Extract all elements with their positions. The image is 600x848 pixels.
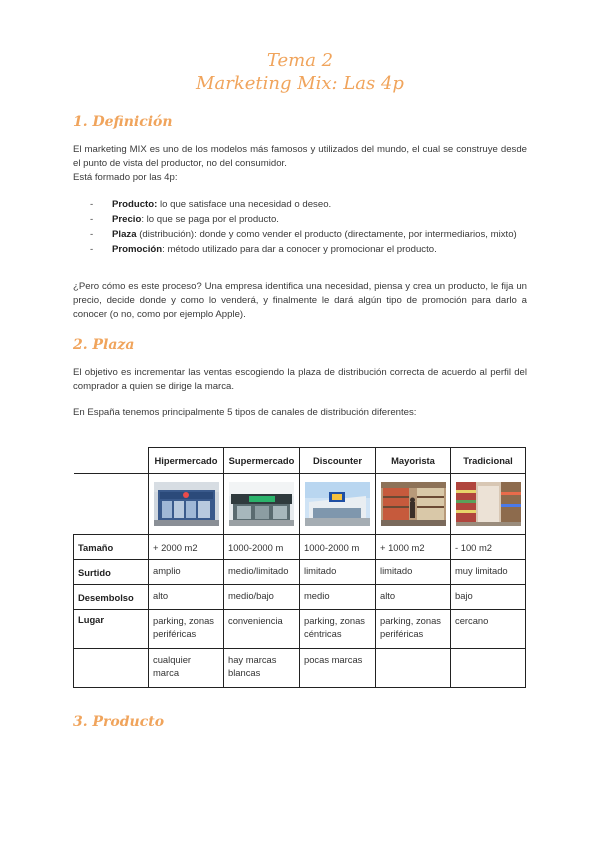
table-cell: + 2000 m2 — [149, 535, 224, 560]
traditional-store-photo — [456, 482, 521, 526]
row-label: Lugar — [74, 610, 149, 649]
table-cell: conveniencia — [224, 610, 300, 649]
section-heading-plaza: 2. Plaza — [73, 337, 135, 353]
hypermarket-image-cell — [149, 474, 224, 535]
row-label: Tamaño — [74, 535, 149, 560]
list-item: - Promoción: método utilizado para dar a conocer y promocionar el producto. — [90, 244, 437, 255]
section-heading-producto: 3. Producto — [73, 714, 165, 730]
table-header-row — [74, 448, 526, 474]
list-item-term: Promoción — [112, 244, 163, 255]
table-row — [74, 560, 526, 585]
list-item-text: : método utilizado para dar a conocer y promocionar el producto. — [162, 244, 437, 255]
table-cell: cualquier marca — [149, 649, 224, 688]
column-header: Discounter — [300, 448, 376, 474]
table-row — [74, 585, 526, 610]
table-cell: medio — [300, 585, 376, 610]
row-label: Surtido — [74, 560, 149, 585]
supermarket-photo — [229, 482, 294, 526]
table-cell: bajo — [451, 585, 526, 610]
table-cell: cercano — [451, 610, 526, 649]
section-heading-definicion: 1. Definición — [73, 114, 173, 130]
table-row — [74, 535, 526, 560]
intro-text: El marketing MIX es uno de los modelos más famosos y utilizados del mundo, el cual se construye desde el punto de vista del productor, no del consumidor. — [73, 144, 527, 169]
column-header: Supermercado — [224, 448, 300, 474]
column-header: Tradicional — [451, 448, 526, 474]
four-p-list — [90, 198, 527, 258]
table-empty-cell — [74, 474, 149, 535]
table-cell: alto — [149, 585, 224, 610]
discounter-image-cell — [300, 474, 376, 535]
table-cell: - 100 m2 — [451, 535, 526, 560]
intro-text-2: Está formado por las 4p: — [73, 172, 178, 183]
paragraph-intro — [73, 143, 527, 185]
table-cell — [451, 649, 526, 688]
wholesaler-image-cell — [376, 474, 451, 535]
table-cell: muy limitado — [451, 560, 526, 585]
traditional-store-image-cell — [451, 474, 526, 535]
discounter-photo — [305, 482, 370, 526]
doc-title-line2: Marketing Mix: Las 4p — [196, 73, 404, 94]
list-item-text: : lo que se paga por el producto. — [141, 214, 279, 225]
paragraph-plaza-channels: En España tenemos principalmente 5 tipos de canales de distribución diferentes: — [73, 407, 417, 418]
supermarket-image-cell — [224, 474, 300, 535]
table-cell: limitado — [376, 560, 451, 585]
doc-title-line1: Tema 2 — [266, 50, 334, 71]
column-header: Mayorista — [376, 448, 451, 474]
table-cell: parking, zonas céntricas — [300, 610, 376, 649]
table-cell: 1000-2000 m — [300, 535, 376, 560]
list-item: - Producto: lo que satisface una necesidad o deseo. — [90, 199, 332, 210]
table-cell: 1000-2000 m — [224, 535, 300, 560]
table-image-row — [74, 474, 526, 535]
table-row — [74, 649, 526, 688]
list-item-term: Producto: — [112, 199, 158, 210]
list-item-term: Precio — [112, 214, 142, 225]
list-item-text: (distribución): donde y como vender el producto (directamente, por intermediarios, mixto) — [136, 229, 517, 240]
paragraph-process: ¿Pero cómo es este proceso? Una empresa identifica una necesidad, piensa y crea un producto, le fija un precio, decide donde y como lo venderá, y finalmente le dará algún tipo de promoción para darlo a conocer (o no, como por ejemplo Apple). — [73, 281, 527, 320]
table-row — [74, 610, 526, 649]
table-cell: medio/bajo — [224, 585, 300, 610]
row-label: Desembolso — [74, 585, 149, 610]
row-label — [74, 649, 149, 688]
distribution-channels-table — [73, 447, 526, 688]
list-item: - Plaza (distribución): donde y como vender el producto (directamente, por intermediarios, mixto) — [90, 229, 517, 240]
wholesaler-photo — [381, 482, 446, 526]
column-header: Hipermercado — [149, 448, 224, 474]
list-item-term: Plaza — [112, 229, 137, 240]
hypermarket-photo — [154, 482, 219, 526]
table-cell: parking, zonas periféricas — [376, 610, 451, 649]
list-item-text: lo que satisface una necesidad o deseo. — [157, 199, 332, 210]
table-cell: pocas marcas — [300, 649, 376, 688]
table-cell: + 1000 m2 — [376, 535, 451, 560]
table-cell: limitado — [300, 560, 376, 585]
table-cell: medio/limitado — [224, 560, 300, 585]
table-corner-cell — [74, 448, 149, 474]
table-cell: alto — [376, 585, 451, 610]
list-item: - Precio: lo que se paga por el producto. — [90, 214, 279, 225]
paragraph-plaza-objective: El objetivo es incrementar las ventas escogiendo la plaza de distribución correcta de acuerdo al perfil del comprador a quien se dirige la marca. — [73, 367, 527, 392]
table-cell: hay marcas blancas — [224, 649, 300, 688]
table-cell: amplio — [149, 560, 224, 585]
table-cell: parking, zonas periféricas — [149, 610, 224, 649]
table-cell — [376, 649, 451, 688]
